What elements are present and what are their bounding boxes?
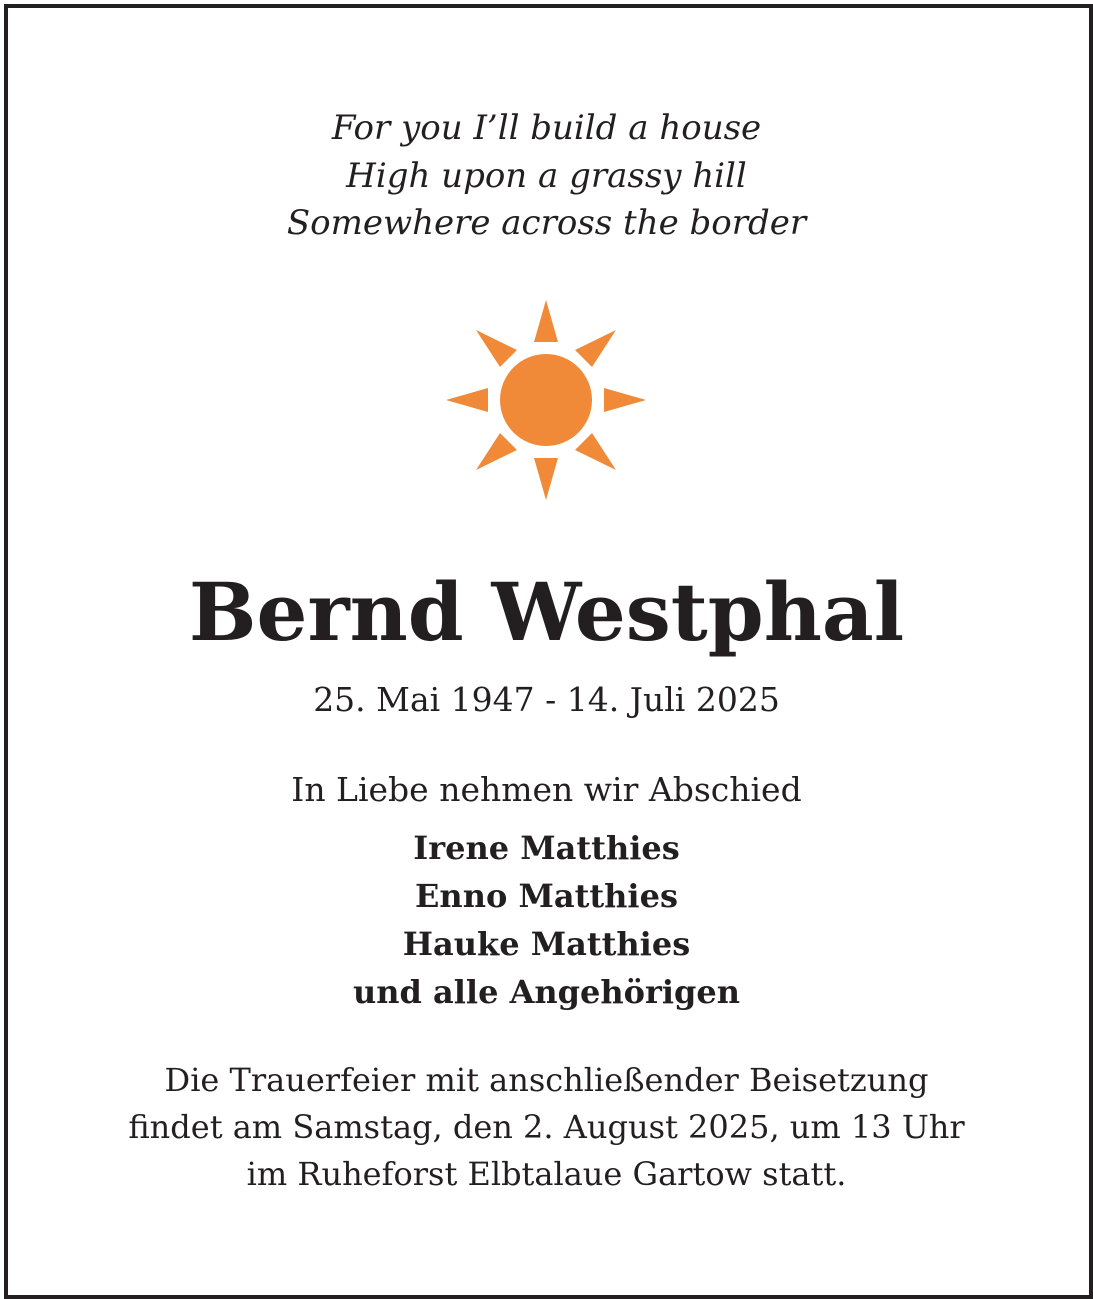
verse-line-3: Somewhere across the border bbox=[286, 203, 807, 243]
mourner-1: Irene Matthies bbox=[413, 829, 680, 867]
mourner-3: Hauke Matthies bbox=[402, 925, 691, 963]
deceased-name: Bernd Westphal bbox=[188, 565, 905, 659]
sun-icon bbox=[446, 300, 646, 500]
funeral-notice-line-3: im Ruheforst Elbtalaue Gartow statt. bbox=[246, 1155, 847, 1193]
verse-line-1: For you I’ll build a house bbox=[331, 108, 762, 148]
life-dates: 25. Mai 1947 - 14. Juli 2025 bbox=[313, 680, 780, 719]
funeral-notice-line-1: Die Trauerfeier mit anschließender Beisetzung bbox=[164, 1061, 929, 1099]
verse-line-2: High upon a grassy hill bbox=[346, 156, 747, 196]
mourner-2: Enno Matthies bbox=[415, 877, 678, 915]
funeral-notice-line-2: findet am Samstag, den 2. August 2025, um 13 Uhr bbox=[128, 1108, 965, 1146]
farewell-text: In Liebe nehmen wir Abschied bbox=[291, 770, 802, 809]
mourner-4: und alle Angehörigen bbox=[352, 973, 741, 1011]
